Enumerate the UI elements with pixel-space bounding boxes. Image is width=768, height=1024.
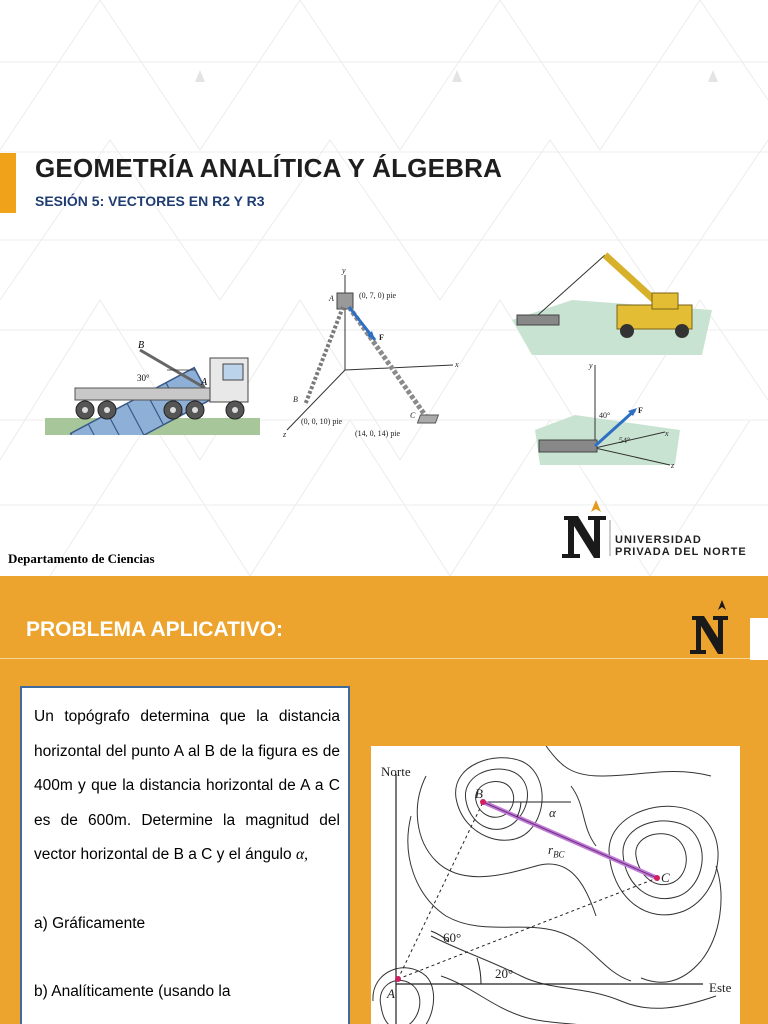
map-angle-20: 20° [495, 966, 514, 981]
topographic-map-figure [371, 746, 740, 1024]
tripod-coord-b: (0, 0, 10) pie [301, 417, 343, 426]
slide-header [0, 576, 768, 658]
header-divider [0, 658, 768, 659]
map-alpha-label: α [549, 805, 556, 820]
map-vector-subscript: BC [553, 849, 565, 860]
map-east-label: Este [709, 980, 732, 995]
slide-title: GEOMETRÍA ANALÍTICA Y ÁLGEBRA [35, 153, 503, 183]
title-accent-bar [0, 153, 16, 213]
tripod-axis-z: z [283, 430, 287, 439]
map-vector-symbol: r [548, 842, 554, 857]
truck-label-a: A [201, 377, 208, 388]
problem-text-body: Un topógrafo determina que la distancia horizontal del punto A al B de la figura es de 400m y que la distancia horizontal de A a C es de 600m. Determine la magnitud del vector horizontal de B a C y el ángulo [34, 708, 340, 863]
problem-alpha-symbol: α, [295, 846, 308, 863]
crane-figure [512, 245, 712, 355]
crane-vector-figure [535, 360, 680, 470]
tripod-axis-y: y [342, 266, 346, 275]
university-logo-small [688, 598, 740, 660]
tripod-coord-c: (14, 0, 14) pie [355, 429, 401, 438]
dump-truck-figure [45, 270, 260, 435]
map-point-a: A [387, 986, 395, 1001]
tripod-axis-x: x [455, 360, 459, 369]
crane-axis-z: z [671, 461, 675, 470]
map-vector-label [548, 842, 565, 860]
crane-angle-2: 54° [619, 436, 631, 445]
option-b: b) Analíticamente (usando la [34, 983, 231, 1000]
slide-problem [0, 576, 768, 1024]
truck-label-b: B [138, 340, 145, 351]
tripod-label-b: B [293, 395, 298, 404]
tripod-label-f: F [379, 333, 384, 342]
header-white-tab [750, 618, 768, 660]
problem-title: PROBLEMA APLICATIVO: [26, 618, 284, 641]
map-point-b: B [475, 786, 483, 801]
truck-angle: 30° [137, 373, 150, 383]
slide-subtitle: SESIÓN 5: VECTORES EN R2 Y R3 [35, 193, 265, 209]
crane-label-f: F [638, 406, 643, 415]
tripod-label-c: C [410, 411, 416, 420]
university-name [615, 534, 747, 558]
problem-statement-box [20, 686, 350, 1024]
crane-axis-x: x [665, 429, 669, 438]
map-angle-60: 60° [443, 930, 462, 945]
department-label: Departamento de Ciencias [8, 551, 155, 566]
tripod-coord-a: (0, 7, 0) pie [359, 291, 397, 300]
option-a: a) Gráficamente [34, 914, 146, 932]
university-name-line1: UNIVERSIDAD [615, 534, 702, 546]
tripod-vector-figure [275, 265, 465, 445]
crane-axis-y: y [589, 361, 593, 370]
tripod-label-a: A [329, 294, 334, 303]
crane-angle-1: 40° [599, 411, 611, 420]
map-point-c: C [661, 870, 670, 885]
university-name-line2: PRIVADA DEL NORTE [615, 546, 747, 558]
problem-text [34, 700, 340, 873]
map-north-label: Norte [381, 764, 411, 779]
